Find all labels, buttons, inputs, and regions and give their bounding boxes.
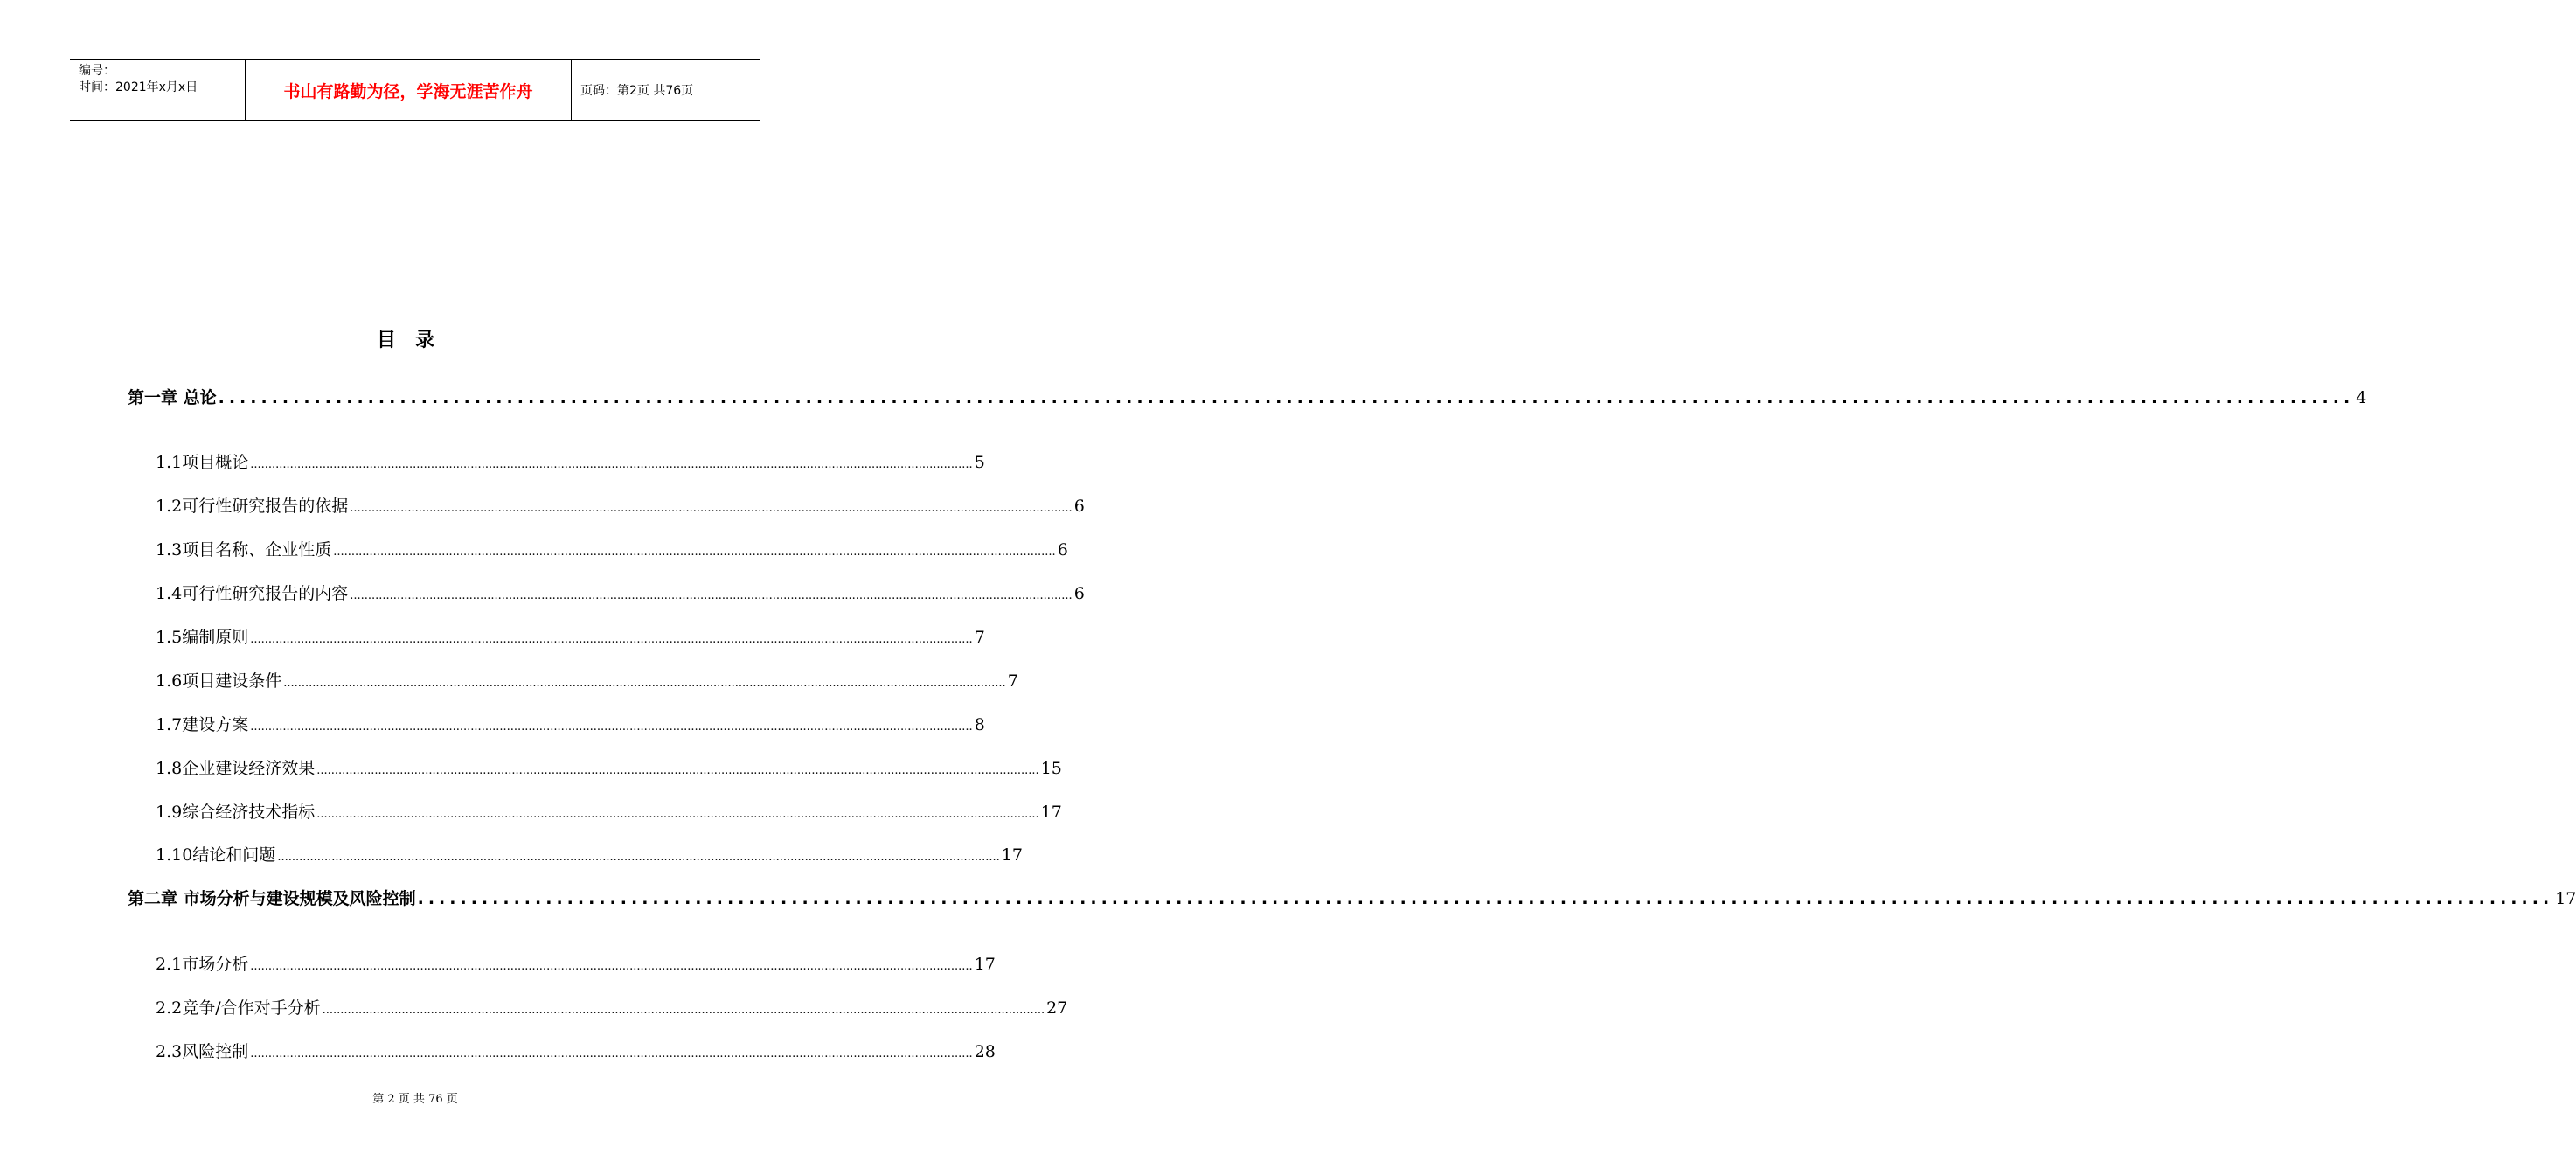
toc-entry-page: 6 bbox=[1073, 584, 1085, 603]
toc-entry-page: 28 bbox=[974, 1042, 996, 1061]
toc-leader-dots: ........................................................................................................................................................................................................ bbox=[283, 677, 1006, 690]
toc-leader-dots: ........................................................................................................................................................................................................ bbox=[322, 1004, 1045, 1017]
toc-entry-page: 15 bbox=[1040, 759, 1062, 778]
toc-leader-dots: ........................................................................................................................................................................................................ bbox=[250, 960, 973, 973]
toc-section-entry[interactable] bbox=[156, 624, 985, 648]
toc-leader-dots: ........................................................................................................................................................................................................ bbox=[417, 889, 2554, 908]
toc-chapter-entry[interactable] bbox=[128, 886, 2576, 909]
header-meta bbox=[70, 60, 246, 120]
toc-entry-label: 1.6项目建设条件 bbox=[156, 671, 282, 691]
toc-leader-dots: ........................................................................................................................................................................................................ bbox=[250, 720, 973, 734]
toc-entry-page: 6 bbox=[1073, 497, 1085, 516]
toc-entry-label: 1.5编制原则 bbox=[156, 628, 249, 647]
toc-entry-page: 5 bbox=[974, 453, 985, 472]
toc-entry-label: 2.3风险控制 bbox=[156, 1042, 249, 1061]
toc-leader-dots: ........................................................................................................................................................................................................ bbox=[250, 1047, 973, 1060]
toc-entry-page: 17 bbox=[2555, 889, 2576, 908]
toc-entry-page: 8 bbox=[974, 715, 985, 734]
toc-entry-page: 17 bbox=[1040, 803, 1062, 822]
toc-entry-label: 1.8企业建设经济效果 bbox=[156, 759, 316, 778]
toc-entry-label: 1.9综合经济技术指标 bbox=[156, 803, 316, 822]
toc-entry-label: 1.3项目名称、企业性质 bbox=[156, 540, 332, 560]
toc-entry-page: 6 bbox=[1057, 540, 1068, 560]
header-motto: 书山有路勤为径，学海无涯苦作舟 bbox=[246, 60, 572, 120]
toc-entry-label: 第一章 总论 bbox=[128, 388, 217, 407]
document-number-label: 编号： bbox=[79, 64, 115, 78]
toc-section-entry[interactable] bbox=[156, 449, 985, 473]
page-header bbox=[70, 59, 760, 121]
toc-section-entry[interactable] bbox=[156, 668, 1018, 692]
toc-entry-page: 7 bbox=[974, 628, 985, 647]
toc-entry-label: 2.2竞争/合作对手分析 bbox=[156, 998, 321, 1018]
toc-entry-page: 17 bbox=[974, 955, 996, 974]
toc-leader-dots: ........................................................................................................................................................................................................ bbox=[250, 633, 973, 646]
document-time-label: 时间：2021年x月x日 bbox=[79, 80, 198, 94]
toc-entry-page: 4 bbox=[2356, 388, 2367, 407]
toc-leader-dots: ........................................................................................................................................................................................................ bbox=[250, 458, 973, 471]
toc-section-entry[interactable] bbox=[156, 581, 1085, 604]
toc-leader-dots: ........................................................................................................................................................................................................ bbox=[333, 546, 1056, 559]
toc-section-entry[interactable] bbox=[156, 951, 996, 975]
toc-section-entry[interactable] bbox=[156, 995, 1068, 1019]
toc-section-entry[interactable] bbox=[156, 755, 1062, 779]
toc-section-entry[interactable] bbox=[156, 537, 1068, 560]
toc-leader-dots: ........................................................................................................................................................................................................ bbox=[316, 808, 1039, 821]
toc-section-entry[interactable] bbox=[156, 1039, 996, 1062]
toc-entry-label: 1.1项目概论 bbox=[156, 453, 249, 472]
toc-section-entry[interactable] bbox=[156, 842, 1023, 866]
toc-chapter-entry[interactable] bbox=[128, 385, 2367, 408]
toc-leader-dots: ........................................................................................................................................................................................................ bbox=[277, 851, 1000, 864]
toc-entry-label: 1.2可行性研究报告的依据 bbox=[156, 497, 349, 516]
toc-entry-page: 27 bbox=[1046, 998, 1068, 1018]
header-page-info: 页码：第2页 共76页 bbox=[580, 84, 694, 98]
toc-leader-dots: ........................................................................................................................................................................................................ bbox=[350, 589, 1073, 602]
toc-title: 目录 bbox=[376, 330, 454, 351]
toc-leader-dots: ........................................................................................................................................................................................................ bbox=[316, 764, 1039, 777]
toc-section-entry[interactable] bbox=[156, 712, 985, 735]
toc-section-entry[interactable] bbox=[156, 493, 1085, 517]
page-footer: 第 2 页 共 76 页 bbox=[372, 1093, 458, 1106]
toc-entry-label: 1.7建设方案 bbox=[156, 715, 249, 734]
toc-leader-dots: ........................................................................................................................................................................................................ bbox=[218, 388, 2355, 407]
toc-leader-dots: ........................................................................................................................................................................................................ bbox=[350, 502, 1073, 515]
toc-entry-label: 1.4可行性研究报告的内容 bbox=[156, 584, 349, 603]
toc-entry-page: 7 bbox=[1007, 671, 1018, 691]
toc-section-entry[interactable] bbox=[156, 799, 1062, 823]
toc-entry-label: 1.10结论和问题 bbox=[156, 845, 276, 865]
toc-entry-page: 17 bbox=[1001, 845, 1023, 865]
toc-entry-label: 2.1市场分析 bbox=[156, 955, 249, 974]
toc-entry-label: 第二章 市场分析与建设规模及风险控制 bbox=[128, 889, 416, 908]
